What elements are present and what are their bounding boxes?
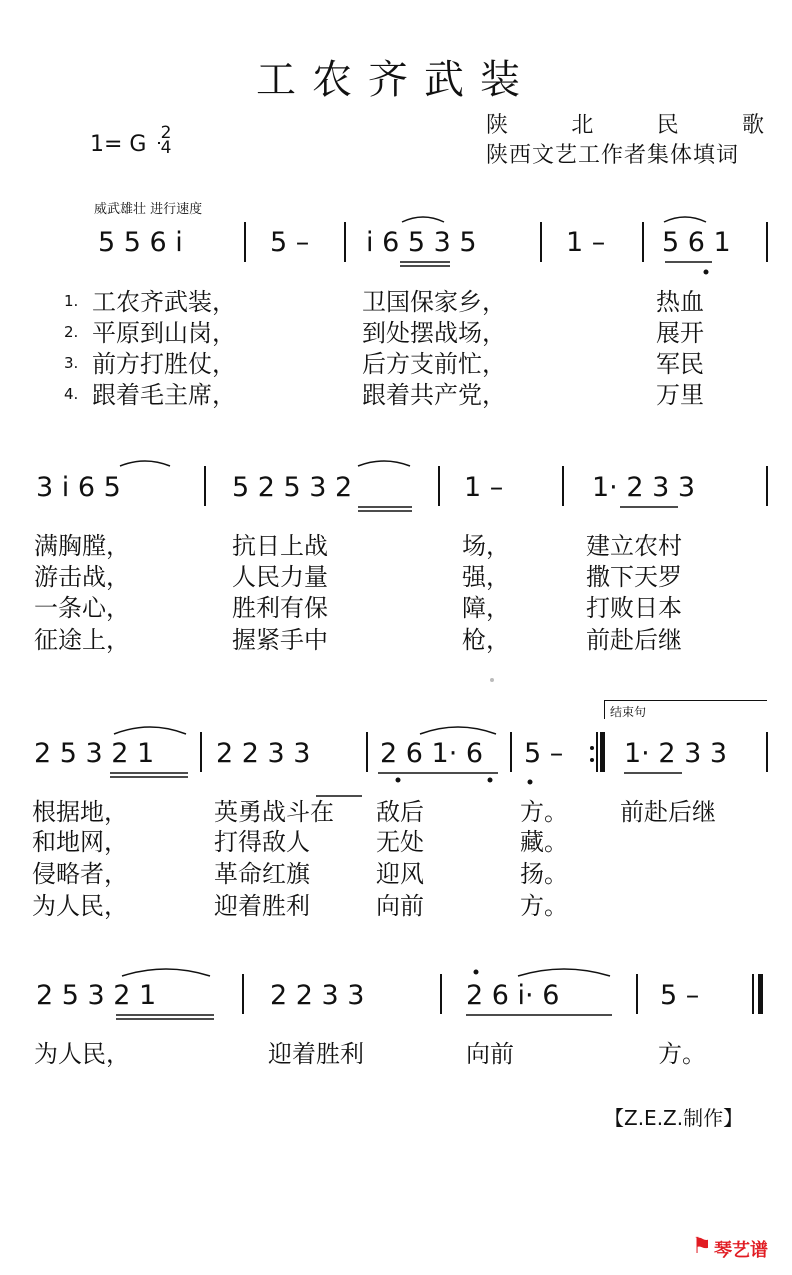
time-signature-bottom: 4 [160, 138, 172, 158]
measure: 5 6 1 [662, 227, 731, 258]
lyric: 无处 [376, 828, 424, 856]
slur-mark [664, 217, 706, 222]
slur-mark [402, 217, 444, 222]
measure: 5 5 6 i [98, 227, 183, 258]
octave-dot [528, 780, 533, 785]
lyric: 强， [462, 563, 510, 591]
lyric: 为人民， [32, 892, 128, 920]
lyric: 前赴后继 [620, 798, 716, 826]
measure: 1· 2 3 3 [592, 472, 696, 503]
repeat-dot [590, 758, 594, 762]
octave-dot [474, 970, 479, 975]
slur-mark [420, 727, 496, 734]
lyric: 握紧手中 [232, 626, 328, 654]
octave-dot [488, 778, 493, 783]
measure: 2 2 3 3 [270, 980, 365, 1011]
page-title: 工农齐武装 [256, 57, 536, 103]
lyric: 征途上， [34, 626, 130, 654]
slur-mark [518, 969, 610, 976]
lyric: 工农齐武装， [92, 288, 236, 316]
measure: 5 – [660, 980, 700, 1011]
measure: 1 – [566, 227, 606, 258]
lyric: 平原到山岗， [92, 319, 236, 347]
lyric: 和地网， [32, 828, 128, 856]
lyric: 一条心， [34, 594, 130, 622]
measure: 2 6 1· 6 [380, 738, 484, 769]
lyric: 前赴后继 [586, 626, 682, 654]
measure: i 6 5 3 5 [366, 227, 477, 258]
lyric: 向前 [376, 892, 424, 920]
measure: 3 i 6 5 [36, 472, 121, 503]
lyric: 热血 [656, 288, 704, 316]
brand-logo: 琴艺谱 [714, 1240, 768, 1261]
lyric: 万里 [656, 381, 704, 409]
lyric: 人民力量 [232, 563, 328, 591]
lyric: 满胸膛， [34, 532, 130, 560]
verse-number: 2. [64, 323, 79, 341]
tempo-marking: 威武雄壮 进行速度 [94, 202, 203, 217]
measure: 5 2 5 3 2 [232, 472, 353, 503]
lyric: 到处摆战场， [362, 319, 506, 347]
lyric: 打得敌人 [214, 828, 310, 856]
credit-source: 陕北民歌 [486, 113, 764, 138]
lyric: 藏。 [520, 828, 568, 856]
lyric: 根据地， [32, 798, 128, 826]
lyric: 敌后 [376, 798, 424, 826]
lyric: 抗日上战 [232, 532, 328, 560]
slur-mark [358, 461, 410, 466]
octave-dot [704, 270, 709, 275]
lyric: 胜利有保 [232, 594, 328, 622]
lyric: 后方支前忙， [362, 350, 506, 378]
slur-mark [114, 727, 186, 734]
lyric: 扬。 [520, 860, 568, 888]
measure: 1· 2 3 3 [624, 738, 728, 769]
ending-label: 结束句 [610, 705, 647, 719]
slur-mark [122, 969, 210, 976]
lyric: 方。 [520, 892, 568, 920]
measure: 1 – [464, 472, 504, 503]
piano-logo-icon: ⚑ [692, 1234, 712, 1259]
lyric: 枪， [462, 626, 510, 654]
lyric: 迎着胜利 [268, 1040, 364, 1068]
lyric: 为人民， [34, 1040, 130, 1068]
lyric: 建立农村 [586, 532, 682, 560]
lyric: 方。 [520, 798, 568, 826]
measure: 5 – [524, 738, 564, 769]
verse-number: 3. [64, 354, 79, 372]
repeat-dot [590, 746, 594, 750]
verse-number: 1. [64, 292, 79, 310]
measure: 5 – [270, 227, 310, 258]
lyric: 迎风 [376, 860, 424, 888]
lyric: 游击战， [34, 563, 130, 591]
lyric: 迎着胜利 [214, 892, 310, 920]
slur-mark [120, 461, 170, 466]
lyric: 撒下天罗 [586, 563, 682, 591]
credit-lyricist: 陕西文艺工作者集体填词 [486, 143, 740, 168]
lyric: 侵略者， [32, 860, 128, 888]
lyric: 打败日本 [586, 594, 682, 622]
verse-number: 4. [64, 385, 79, 403]
measure: 2 5 3 2 1 [36, 980, 157, 1011]
maker-credit: 【Z.E.Z.制作】 [604, 1106, 744, 1130]
lyric: 卫国保家乡， [362, 288, 506, 316]
lyric: 场， [462, 532, 510, 560]
lyric: 革命红旗 [214, 860, 310, 888]
lyric: 向前 [466, 1040, 514, 1068]
lyric: 前方打胜仗， [92, 350, 236, 378]
lyric: 展开 [656, 319, 704, 347]
lyric: 军民 [656, 350, 704, 378]
lyric: 障， [462, 594, 510, 622]
measure: 2 6 i· 6 [466, 980, 560, 1011]
key-signature: 1= G [90, 132, 147, 157]
measure: 2 2 3 3 [216, 738, 311, 769]
lyric: 方。 [658, 1040, 706, 1068]
measure: 2 5 3 2 1 [34, 738, 155, 769]
lyric: 英勇战斗在 [214, 798, 334, 826]
time-signature-top: 2 [160, 123, 172, 143]
lyric: 跟着毛主席， [92, 381, 236, 409]
octave-dot [396, 778, 401, 783]
lyric: 跟着共产党， [362, 381, 506, 409]
